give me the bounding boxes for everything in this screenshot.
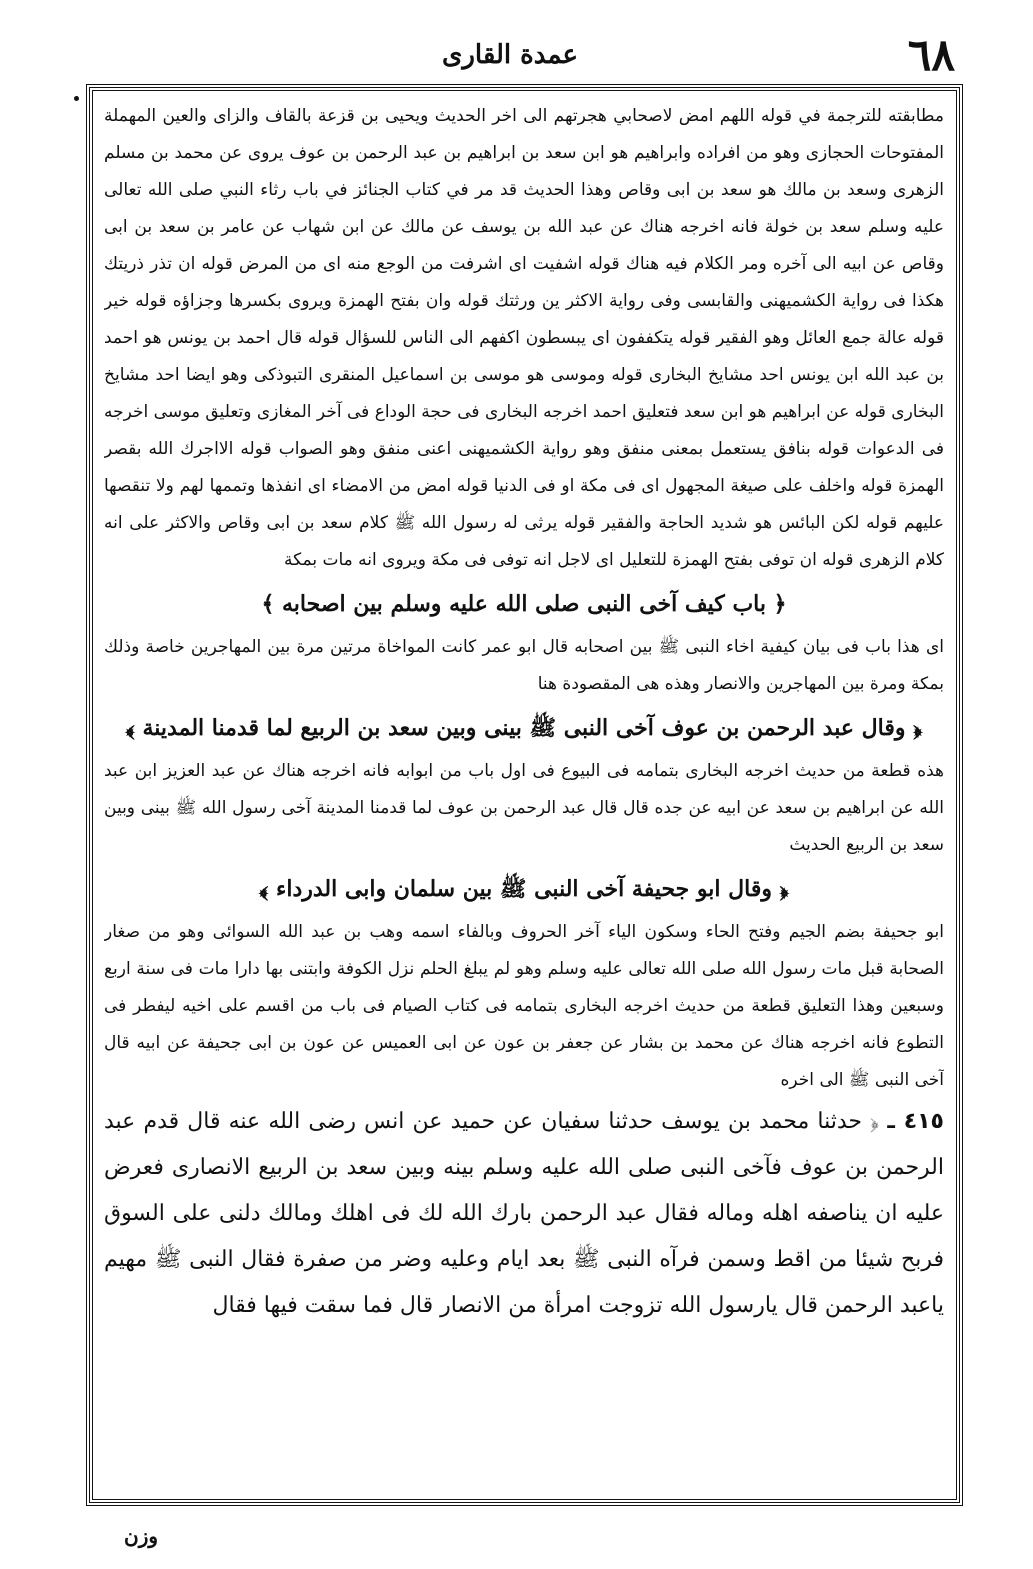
hadith-text <box>104 1099 944 1329</box>
chapter-heading-2: ﴿ وقال عبد الرحمن بن عوف آخى النبى ﷺ بينى وبين سعد بن الربيع لما قدمنا المدينة ﴾ <box>125 715 923 741</box>
margin-dot <box>74 96 79 101</box>
commentary-paragraph-4: ابو جحيفة بضم الجيم وفتح الحاء وسكون الياء آخر الحروف وبالفاء اسمه وهب بن عبد الله السوائى وهو من صغار الصحابة قبل مات رسول الله صلى الله تعالى عليه وسلم وهو لم يبلغ الحلم نزل الكوفة وابتنى بها دارا مات فى سنة اربع وسبعين وهذا التعليق قطعة من حديث اخرجه البخارى بتمامه فى كتاب الصيام فى باب من اقسم على اخيه ليفطر فى التطوع فانه اخرجه هناك عن محمد بن بشار عن جعفر بن عون عن ابى العميس عن عون بن ابى جحيفة عن ابيه قال آخى النبى ﷺ الى اخره <box>104 922 944 1090</box>
commentary-paragraph-1: مطابقته للترجمة في قوله اللهم امض لاصحابي هجرتهم الى اخر الحديث ويحيى بن قزعة بالقاف والزاى والعين المهملة المفتوحات الحجازى وهو من افراده وابراهيم هو ابن سعد بن ابراهيم بن عبد الرحمن بن عوف يروى عن محمد بن مسلم الزهرى وسعد بن مالك هو سعد بن ابى وقاص وهذا الحديث قد مر في كتاب الجنائز في باب رثاء النبي صلى الله تعالى عليه وسلم سعد بن خولة فانه اخرجه هناك عن عبد الله بن يوسف عن مالك عن ابن شهاب عن عامر بن سعد بن ابى وقاص عن ابيه الى آخره ومر الكلام فيه هناك قوله اشفيت اى اشرفت من الوجع منه اى من المرض قوله ان تذر ذريتك هكذا فى رواية الكشميهنى والقابسى وفى رواية الاكثر ين ورثتك قوله وان بفتح الهمزة ويروى بكسرها وجزاؤه قوله خير قوله عالة جمع العائل وهو الفقير قوله يتكففون اى يبسطون اكفهم الى الناس للسؤال قوله قال احمد بن يونس هو احمد بن عبد الله ابن يونس احد مشايخ البخارى قوله وموسى هو موسى بن اسماعيل المنقرى التبوذكى وهو ايضا احد مشايخ البخارى قوله عن ابراهيم هو ابن سعد فتعليق احمد اخرجه البخارى فى حجة الوداع فى آخر المغازى وتعليق موسى اخرجه فى الدعوات قوله بنافق يستعمل بمعنى منفق وهو رواية الكشميهنى اعنى منفق وهو الصواب قوله الااجرك الله بقصر الهمزة قوله واخلف على صيغة المجهول اى فى مكة او فى الدنيا قوله امض من الامضاء اى انفذها وتممها لهم ولا تنقصها عليهم قوله لكن البائس هو شديد الحاجة والفقير قوله يرثى له رسول الله ﷺ كلام سعد بن ابى وقاص والاكثر على انه كلام الزهرى قوله ان توفى بفتح الهمزة للتعليل اى لاجل انه توفى فى مكة ويروى انه مات بمكة <box>104 106 944 570</box>
catchword: وزن <box>124 1524 159 1548</box>
running-title: عمدة القارى <box>442 40 578 70</box>
text-body <box>104 98 944 1494</box>
hadith-number: ٤١٥ ـ <box>887 1109 944 1134</box>
chapter-heading-1: ﴿ باب كيف آخى النبى صلى الله عليه وسلم بين اصحابه ﴾ <box>261 591 787 617</box>
commentary-paragraph-3: هذه قطعة من حديث اخرجه البخارى بتمامه فى البيوع فى اول باب من ابوابه فانه اخرجه هناك عن عبد العزيز ابن عبد الله عن ابراهيم بن سعد عن ابيه عن جده قال قال عبد الرحمن بن عوف لما قدمنا المدينة آخى رسول الله ﷺ بينى وبين سعد بن الربيع الحديث <box>104 761 944 855</box>
page-number: ٦٨ <box>907 30 955 81</box>
commentary-paragraph-2: اى هذا باب فى بيان كيفية اخاء النبى ﷺ بين اصحابه قال ابو عمر كانت المواخاة مرتين مرة بين المهاجرين خاصة وذلك بمكة ومرة بين المهاجرين والانصار وهذه هى المقصودة هنا <box>104 637 944 694</box>
chapter-heading-3: ﴿ وقال ابو جحيفة آخى النبى ﷺ بين سلمان وابى الدرداء ﴾ <box>259 876 789 902</box>
hadith-body: ﴿ حدثنا محمد بن يوسف حدثنا سفيان عن حميد عن انس رضى الله عنه قال قدم عبد الرحمن بن عوف فآخى النبى صلى الله عليه وسلم بينه وبين سعد بن الربيع الانصارى فعرض عليه ان يناصفه اهله وماله فقال عبد الرحمن بارك الله لك فى اهلك ومالك دلنى على السوق فربح شيئا من اقط وسمن فرآه النبى ﷺ بعد ايام وعليه وضر من صفرة فقال النبى ﷺ مهيم ياعبد الرحمن قال يارسول الله تزوجت امرأة من الانصار قال فما سقت فيها فقال <box>104 1109 944 1318</box>
